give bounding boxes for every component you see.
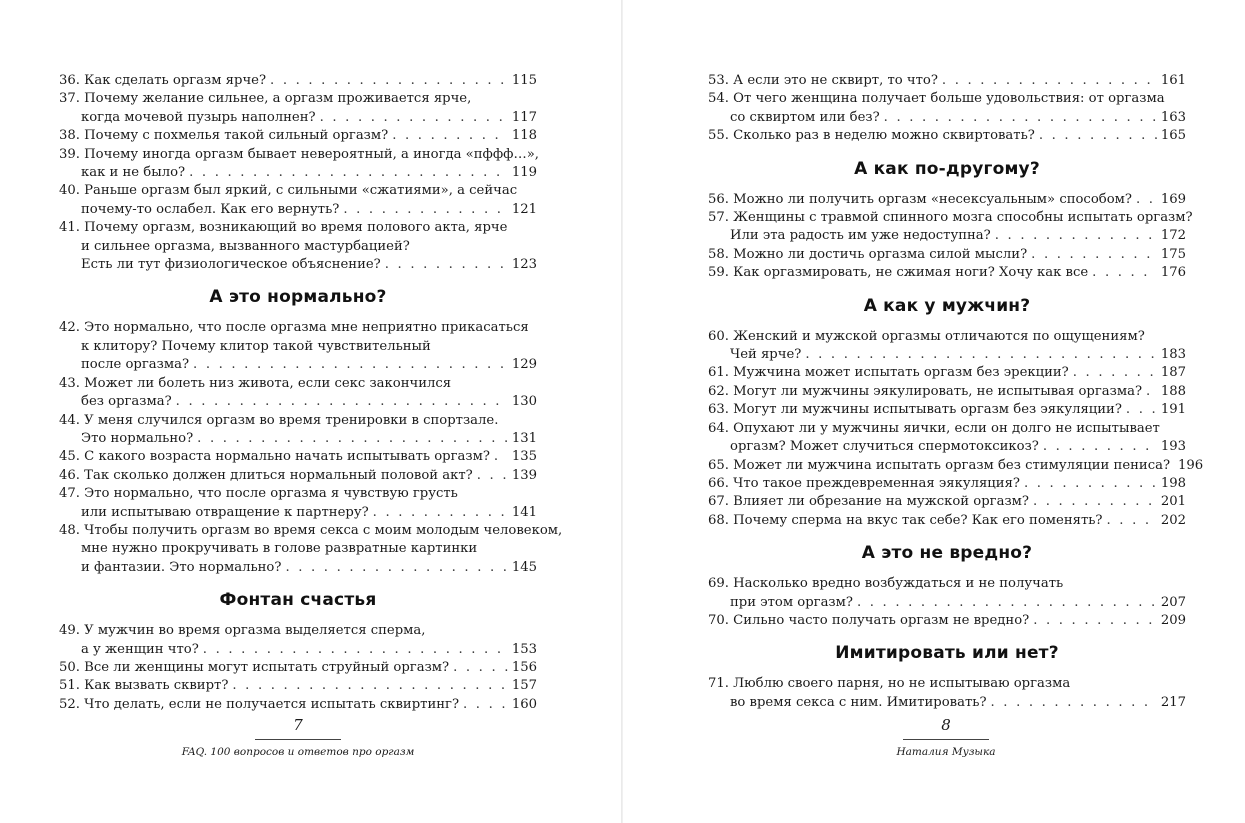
toc-page-number: 172 <box>1160 228 1186 244</box>
dot-leader <box>453 659 508 677</box>
toc-entry-text: во время секса с ним. Имитировать? <box>730 694 987 710</box>
toc-page-number: 153 <box>511 641 537 657</box>
dot-leader <box>203 641 508 659</box>
toc-entry-line <box>59 504 537 522</box>
toc-page-number: 176 <box>1160 265 1186 281</box>
toc-entry-line: 40. Раньше оргазм был яркий, с сильными «сжатиями», а сейчас <box>59 183 518 199</box>
right-footer <box>796 715 1096 758</box>
dot-leader <box>1107 512 1157 530</box>
toc-entry <box>708 127 1186 145</box>
toc-entry-line <box>59 659 537 677</box>
toc-entry <box>708 401 1186 419</box>
dot-leader <box>995 227 1157 245</box>
toc-entry-line: 64. Опухают ли у мужчины яички, если он долго не испытывает <box>708 420 1160 436</box>
dot-leader <box>270 72 508 90</box>
dot-leader <box>385 256 508 274</box>
toc-page-number: 209 <box>1160 612 1186 628</box>
toc-left <box>59 72 563 714</box>
toc-entry-line: к клитору? Почему клитор такой чувствительный <box>81 338 431 354</box>
dot-leader <box>805 346 1156 364</box>
dot-leader <box>343 201 507 219</box>
toc-entry-text: без оргазма? <box>81 394 172 410</box>
toc-entry-line <box>708 227 1186 245</box>
toc-entry-text: после оргазма? <box>81 357 190 373</box>
toc-entry-line <box>708 364 1186 382</box>
toc-entry <box>59 375 537 412</box>
toc-page-number: 198 <box>1160 475 1186 491</box>
toc-entry-text: 68. Почему сперма на вкус так себе? Как его поменять? <box>708 512 1103 528</box>
toc-entry-text: Или эта радость им уже недоступна? <box>730 228 991 244</box>
toc-page-number: 207 <box>1160 594 1186 610</box>
toc-entry <box>708 90 1186 127</box>
toc-entry <box>708 209 1193 246</box>
page-number: 8 <box>941 716 951 734</box>
dot-leader <box>232 677 507 695</box>
toc-entry <box>708 191 1186 209</box>
toc-page-number: 157 <box>511 678 537 694</box>
dot-leader <box>942 72 1157 90</box>
toc-page-number: 191 <box>1160 402 1186 418</box>
toc-entry-line <box>708 457 1204 475</box>
toc-entry <box>59 467 537 485</box>
dot-leader <box>189 164 508 182</box>
dot-leader <box>1146 383 1157 401</box>
toc-entry <box>708 475 1186 493</box>
toc-entry <box>59 696 537 714</box>
section-heading: А это не вредно? <box>861 543 1033 564</box>
toc-entry-line <box>708 493 1186 511</box>
toc-entry-line <box>708 72 1186 90</box>
dot-leader <box>991 694 1157 712</box>
toc-entry <box>59 319 537 374</box>
toc-entry <box>59 219 537 274</box>
toc-entry-line <box>59 696 537 714</box>
toc-entry-line <box>59 467 537 485</box>
dot-leader <box>1033 612 1157 630</box>
running-footer-author: Наталия Музыка <box>896 746 996 758</box>
toc-entry-text: со сквиртом или без? <box>730 109 880 125</box>
toc-page-number: 201 <box>1160 494 1186 510</box>
toc-entry-line: 60. Женский и мужской оргазмы отличаются по ощущениям? <box>708 328 1145 344</box>
toc-entry-text: 51. Как вызвать сквирт? <box>59 678 229 694</box>
toc-entry-text: 36. Как сделать оргазм ярче? <box>59 73 267 88</box>
toc-entry-text: оргазм? Может случиться спермотоксикоз? <box>730 439 1039 455</box>
toc-page-number: 121 <box>511 201 537 217</box>
toc-entry <box>59 127 537 145</box>
toc-page-number: 156 <box>511 659 537 675</box>
toc-right <box>708 72 1204 712</box>
toc-entry <box>59 522 563 577</box>
toc-entry <box>59 448 537 466</box>
toc-entry-line: 57. Женщины с травмой спинного мозга способны испытать оргазм? <box>708 210 1193 226</box>
dot-leader <box>1024 475 1157 493</box>
toc-entry-line <box>59 164 537 182</box>
footer-rule <box>903 739 989 740</box>
toc-page-number: 193 <box>1160 439 1186 455</box>
toc-entry-line <box>59 448 537 466</box>
toc-page-number: 175 <box>1160 246 1186 262</box>
toc-entry-line: 42. Это нормально, что после оргазма мне неприятно прикасаться <box>59 320 529 336</box>
dot-leader <box>197 430 508 448</box>
toc-entry-text: 58. Можно ли достичь оргазма силой мысли? <box>708 246 1028 262</box>
toc-entry-text: и фантазии. Это нормально? <box>81 559 282 575</box>
toc-entry-line <box>59 109 537 127</box>
dot-leader <box>392 127 508 145</box>
dot-leader <box>463 696 508 714</box>
toc-entry-text: а у женщин что? <box>81 641 199 657</box>
toc-entry-line: 49. У мужчин во время оргазма выделяется сперма, <box>59 623 426 639</box>
toc-page-number: 188 <box>1160 383 1186 399</box>
toc-entry <box>59 622 537 659</box>
toc-entry-line: мне нужно прокручивать в голове развратные картинки <box>81 541 478 557</box>
dot-leader <box>285 559 507 577</box>
toc-entry-line <box>708 127 1186 145</box>
toc-page-number: 123 <box>511 257 537 273</box>
running-footer-title: FAQ. 100 вопросов и ответов про оргазм <box>181 746 415 758</box>
toc-page-number: 165 <box>1160 128 1186 144</box>
toc-entry-text: 46. Так сколько должен длиться нормальный половой акт? <box>59 467 473 483</box>
toc-entry-line <box>708 475 1186 493</box>
toc-entry-text: при этом оргазм? <box>730 594 853 610</box>
dot-leader <box>1031 246 1157 264</box>
toc-entry <box>708 364 1186 382</box>
dot-leader <box>1136 191 1157 209</box>
toc-entry-text: 56. Можно ли получить оргазм «несексуальным» способом? <box>708 191 1132 207</box>
dot-leader <box>1073 364 1157 382</box>
toc-entry-line <box>708 383 1186 401</box>
toc-entry-line <box>708 246 1186 264</box>
toc-entry <box>59 146 537 183</box>
toc-entry-line <box>59 677 537 695</box>
toc-page-number: 160 <box>511 696 537 712</box>
toc-entry-line <box>59 641 537 659</box>
toc-page-number: 217 <box>1160 694 1186 710</box>
toc-entry-text: 52. Что делать, если не получается испытать сквиртинг? <box>59 696 460 712</box>
toc-entry-line: 39. Почему иногда оргазм бывает невероятный, а иногда «пффф…», <box>59 146 539 162</box>
toc-page-number: 202 <box>1160 512 1186 528</box>
dot-leader <box>477 467 508 485</box>
toc-page-number: 163 <box>1160 109 1186 125</box>
toc-page-number: 187 <box>1160 365 1186 381</box>
toc-entry-text: 70. Сильно часто получать оргазм не вредно? <box>708 612 1030 628</box>
toc-entry-text: 55. Сколько раз в неделю можно сквиртовать? <box>708 128 1035 144</box>
toc-page-number: 130 <box>511 394 537 410</box>
toc-entry <box>708 575 1186 612</box>
right-page <box>623 0 1245 823</box>
toc-entry-text: 65. Может ли мужчина испытать оргазм без стимуляции пениса? <box>708 457 1171 473</box>
dot-leader <box>494 448 508 466</box>
toc-entry-line <box>59 72 537 90</box>
toc-entry <box>708 612 1186 630</box>
dot-leader <box>857 594 1157 612</box>
toc-entry-line <box>708 612 1186 630</box>
toc-entry <box>708 383 1186 401</box>
toc-entry-line: 47. Это нормально, что после оргазма я чувствую грусть <box>59 486 458 502</box>
toc-entry-text: как и не было? <box>81 165 186 181</box>
toc-entry-line: 48. Чтобы получить оргазм во время секса с моим молодым человеком, <box>59 522 563 538</box>
toc-entry-text: Есть ли тут физиологическое объяснение? <box>81 257 381 273</box>
toc-page-number: 117 <box>511 109 537 125</box>
toc-entry-line <box>59 127 537 145</box>
left-page <box>0 0 621 823</box>
toc-entry-line <box>59 256 537 274</box>
toc-entry-text: 66. Что такое преждевременная эякуляция? <box>708 475 1020 491</box>
toc-entry-line <box>708 512 1186 530</box>
dot-leader <box>1092 264 1157 282</box>
toc-entry-line: 37. Почему желание сильнее, а оргазм проживается ярче, <box>59 91 472 107</box>
section-heading: А как по-другому? <box>854 158 1040 179</box>
toc-entry <box>708 512 1186 530</box>
toc-entry-text: 53. А если это не сквирт, то что? <box>708 73 938 88</box>
dot-leader <box>1126 401 1157 419</box>
toc-entry-line <box>59 356 537 374</box>
dot-leader <box>1039 127 1157 145</box>
footer-rule <box>255 739 341 740</box>
toc-entry-text: 38. Почему с похмелья такой сильный оргазм? <box>59 128 389 144</box>
toc-entry-line <box>59 559 537 577</box>
section-heading: А это нормально? <box>209 287 387 308</box>
toc-entry-text: или испытываю отвращение к партнеру? <box>81 504 369 520</box>
toc-entry-text: 62. Могут ли мужчины эякулировать, не испытывая оргазма? <box>708 383 1143 399</box>
toc-entry-text: когда мочевой пузырь наполнен? <box>81 109 316 125</box>
toc-entry-line <box>708 594 1186 612</box>
toc-page-number: 139 <box>511 467 537 483</box>
toc-entry <box>708 493 1186 511</box>
toc-entry-text: Чей ярче? <box>730 347 802 363</box>
toc-entry <box>708 264 1186 282</box>
toc-page-number: 118 <box>511 128 537 144</box>
toc-entry-line: и сильнее оргазма, вызванного мастурбацией? <box>81 238 410 254</box>
toc-entry-line <box>59 430 537 448</box>
toc-entry-line <box>59 201 537 219</box>
dot-leader <box>193 356 508 374</box>
toc-page-number: 115 <box>511 73 537 88</box>
dot-leader <box>884 109 1157 127</box>
toc-entry <box>708 675 1186 712</box>
toc-entry-line: 41. Почему оргазм, возникающий во время полового акта, ярче <box>59 220 508 236</box>
toc-entry <box>708 72 1186 90</box>
left-footer <box>148 715 448 758</box>
dot-leader <box>176 393 508 411</box>
toc-entry-line: 69. Насколько вредно возбуждаться и не получать <box>708 576 1064 592</box>
dot-leader <box>373 504 508 522</box>
toc-entry-line <box>708 191 1186 209</box>
page-number: 7 <box>293 716 303 734</box>
section-heading: Имитировать или нет? <box>835 643 1059 664</box>
toc-page-number: 161 <box>1160 73 1186 88</box>
toc-entry-line: 54. От чего женщина получает больше удовольствия: от оргазма <box>708 91 1165 107</box>
toc-entry-line: 44. У меня случился оргазм во время тренировки в спортзале. <box>59 412 499 428</box>
toc-entry <box>59 659 537 677</box>
toc-entry <box>708 328 1186 365</box>
toc-entry <box>59 677 537 695</box>
toc-entry-text: 59. Как оргазмировать, не сжимая ноги? Хочу как все <box>708 265 1089 281</box>
dot-leader <box>1033 493 1157 511</box>
toc-entry-text: 63. Могут ли мужчины испытывать оргазм без эякуляции? <box>708 402 1122 418</box>
toc-entry-line <box>708 109 1186 127</box>
toc-entry-text: 50. Все ли женщины могут испытать струйный оргазм? <box>59 659 450 675</box>
toc-entry <box>708 246 1186 264</box>
section-heading: А как у мужчин? <box>863 295 1031 316</box>
section-heading: Фонтан счастья <box>219 590 377 611</box>
toc-entry-line <box>708 694 1186 712</box>
toc-page-number: 169 <box>1160 191 1186 207</box>
toc-entry-line <box>708 401 1186 419</box>
toc-entry <box>59 182 537 219</box>
toc-page-number: 145 <box>511 559 537 575</box>
toc-entry-text: 67. Влияет ли обрезание на мужской оргазм? <box>708 494 1029 510</box>
toc-page-number: 183 <box>1160 347 1186 363</box>
toc-entry <box>59 72 537 90</box>
toc-entry <box>59 90 537 127</box>
toc-entry-line <box>708 438 1186 456</box>
toc-entry-text: 61. Мужчина может испытать оргазм без эрекции? <box>708 365 1069 381</box>
toc-entry <box>59 485 537 522</box>
toc-page-number: 196 <box>1178 457 1204 473</box>
toc-entry-line: 43. Может ли болеть низ живота, если секс закончился <box>59 375 452 391</box>
toc-entry <box>59 412 537 449</box>
toc-entry-line <box>708 346 1186 364</box>
toc-entry <box>708 420 1186 457</box>
toc-entry <box>708 457 1204 475</box>
toc-entry-text: Это нормально? <box>81 430 194 446</box>
toc-page-number: 135 <box>511 449 537 465</box>
dot-leader <box>320 109 508 127</box>
toc-entry-line: 71. Люблю своего парня, но не испытываю оргазма <box>708 676 1071 692</box>
toc-page-number: 129 <box>511 357 537 373</box>
toc-entry-line <box>708 264 1186 282</box>
toc-page-number: 141 <box>511 504 537 520</box>
toc-entry-text: 45. С какого возраста нормально начать испытывать оргазм? <box>59 449 490 465</box>
toc-page-number: 131 <box>511 430 537 446</box>
toc-page-number: 119 <box>511 165 537 181</box>
dot-leader <box>1043 438 1157 456</box>
toc-entry-line <box>59 393 537 411</box>
toc-entry-text: почему-то ослабел. Как его вернуть? <box>81 201 340 217</box>
